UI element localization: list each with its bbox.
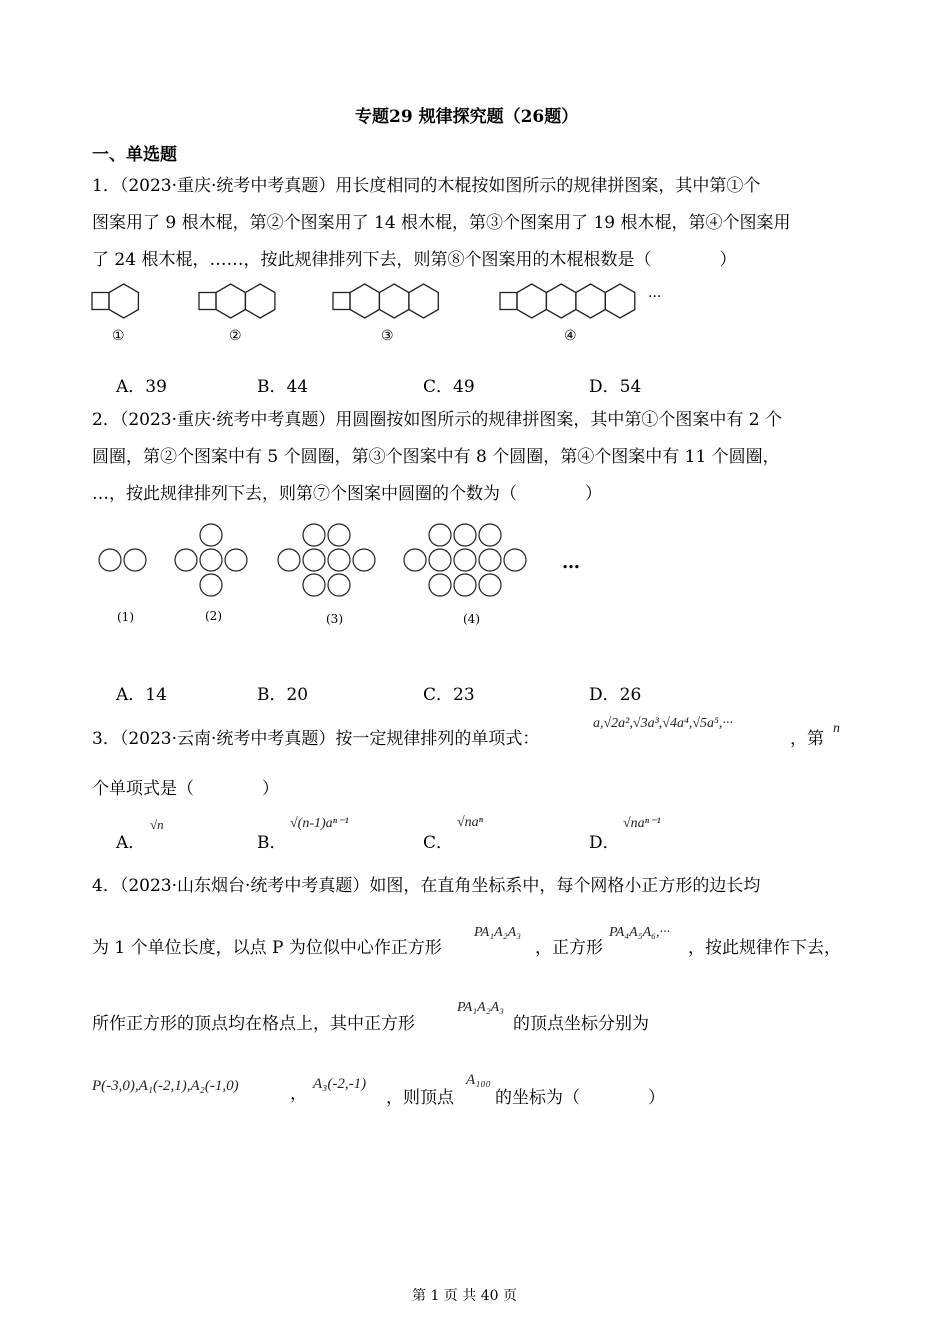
section-heading: 一、单选题	[92, 145, 177, 165]
q2-circle	[303, 524, 325, 546]
q1-figure-ellipsis: ···	[648, 289, 662, 305]
q2-circle	[99, 549, 121, 571]
q2-circle	[225, 549, 247, 571]
q2-circle	[124, 549, 146, 571]
q2-circle	[200, 574, 222, 596]
q2-circle	[429, 524, 451, 546]
q3-option-b-letter[interactable]: B．	[257, 833, 287, 853]
q2-circle	[429, 574, 451, 596]
q3-option-a-math: √n	[150, 817, 164, 832]
q4-line-3a: 所作正方形的顶点均在格点上，其中正方形	[92, 1014, 415, 1034]
q2-circle	[429, 549, 451, 571]
q1-option-c[interactable]: C．49	[423, 377, 475, 397]
q2-circle	[479, 524, 501, 546]
q2-circle	[303, 549, 325, 571]
q2-figure-pattern-4	[404, 524, 526, 596]
q2-option-d[interactable]: D．26	[589, 685, 642, 705]
q4-vertex-a100: A₁₀₀	[466, 1072, 491, 1088]
q3-line-2: 个单项式是（ ）	[92, 779, 279, 799]
q2-circle	[328, 574, 350, 596]
q2-figure-label-2: (2)	[205, 609, 222, 623]
q4-square-2: PA₄A₅A₆,···	[609, 925, 671, 940]
q2-option-c[interactable]: C．23	[423, 685, 475, 705]
q4-line-4a: ，则顶点	[386, 1088, 454, 1108]
q2-figure-pattern-2	[175, 524, 247, 596]
q2-circle	[200, 524, 222, 546]
q2-circle	[328, 524, 350, 546]
q3-option-c-math: √naⁿ	[457, 815, 484, 830]
q4-line-1: 4．（2023·山东烟台·统考中考真题）如图，在直角坐标系中，每个网格小正方形的边长均	[92, 876, 761, 896]
q2-line-1: 2．（2023·重庆·统考中考真题）用圆圈按如图所示的规律拼图案，其中第①个图案中有 2 个	[92, 410, 783, 430]
q1-figure-label-4: ④	[564, 328, 577, 344]
q1-figure-label-3: ③	[381, 328, 394, 344]
q2-option-b[interactable]: B．20	[257, 685, 309, 705]
q3-option-d-math: √naⁿ⁻¹	[623, 816, 661, 831]
q2-circle	[454, 524, 476, 546]
q2-option-a[interactable]: A．14	[116, 685, 167, 705]
q4-square-3: PA₁A₂A₃	[457, 1000, 505, 1015]
q1-option-a[interactable]: A．39	[116, 377, 167, 397]
q3-variable-n: n	[833, 721, 840, 736]
q2-figure-pattern-3	[278, 524, 375, 596]
q1-line-3: 了 24 根木棍，……，按此规律排列下去，则第⑧个图案用的木棍根数是（ ）	[92, 250, 737, 270]
q4-line-2b: ，正方形	[535, 938, 603, 958]
q4-coordinates-1: P(-3,0),A₁(-2,1),A₂(-1,0)	[92, 1078, 239, 1094]
q3-after-text: ，第	[790, 729, 824, 749]
q2-circle	[200, 549, 222, 571]
q3-sequence: a,√2a²,√3a³,√4a⁴,√5a⁵,···	[593, 716, 733, 731]
q3-line-1: 3．（2023·云南·统考中考真题）按一定规律排列的单项式：	[92, 729, 540, 749]
q3-option-c-letter[interactable]: C．	[423, 833, 454, 853]
q2-circle	[175, 549, 197, 571]
q2-circle	[454, 574, 476, 596]
q2-figure-label-1: (1)	[117, 610, 134, 624]
q2-circle	[479, 574, 501, 596]
q2-circle	[278, 549, 300, 571]
q2-circle	[353, 549, 375, 571]
q1-figure-label-1: ①	[112, 328, 125, 344]
q2-figure-label-3: (3)	[326, 612, 343, 626]
q2-line-2: 圆圈，第②个图案中有 5 个圆圈，第③个图案中有 8 个圆圈，第④个图案中有 11 个圆圈，	[92, 447, 780, 467]
q1-option-b[interactable]: B．44	[257, 377, 309, 397]
q4-line-2c: ，按此规律作下去，	[688, 938, 841, 958]
q2-figure-pattern-1	[99, 549, 146, 571]
q1-option-d[interactable]: D．54	[589, 377, 642, 397]
q4-line-3b: 的顶点坐标分别为	[513, 1014, 649, 1034]
q1-line-2: 图案用了 9 根木棍，第②个图案用了 14 根木棍，第③个图案用了 19 根木棍，第④个图案用	[92, 213, 791, 233]
q2-figure-label-4: (4)	[463, 612, 480, 626]
q2-figure-ellipsis: …	[562, 552, 580, 573]
q3-option-d-letter[interactable]: D．	[589, 833, 620, 853]
q4-comma: ，	[290, 1084, 307, 1104]
q3-option-b-math: √(n-1)aⁿ⁻¹	[290, 816, 349, 831]
q2-circle	[303, 574, 325, 596]
q1-figure-label-2: ②	[229, 328, 242, 344]
q2-figure	[0, 0, 950, 640]
q4-square-1: PA₁A₂A₃	[474, 925, 522, 940]
page-footer: 第 1 页 共 40 页	[412, 1288, 517, 1304]
q2-circle	[504, 549, 526, 571]
q1-line-1: 1．（2023·重庆·统考中考真题）用长度相同的木棍按如图所示的规律拼图案，其中第①个	[92, 176, 761, 196]
q2-circle	[479, 549, 501, 571]
q3-option-a-letter[interactable]: A．	[116, 833, 146, 853]
q4-coordinates-2: A₃(-2,-1)	[313, 1076, 367, 1092]
q2-circle	[404, 549, 426, 571]
q4-line-2a: 为 1 个单位长度，以点 P 为位似中心作正方形	[92, 938, 442, 958]
q2-circle	[454, 549, 476, 571]
page-title: 专题29 规律探究题（26题）	[355, 107, 579, 127]
q4-line-4b: 的坐标为（ ）	[495, 1088, 665, 1108]
q2-line-3: …，按此规律排列下去，则第⑦个图案中圆圈的个数为（ ）	[92, 484, 602, 504]
q2-circle	[328, 549, 350, 571]
